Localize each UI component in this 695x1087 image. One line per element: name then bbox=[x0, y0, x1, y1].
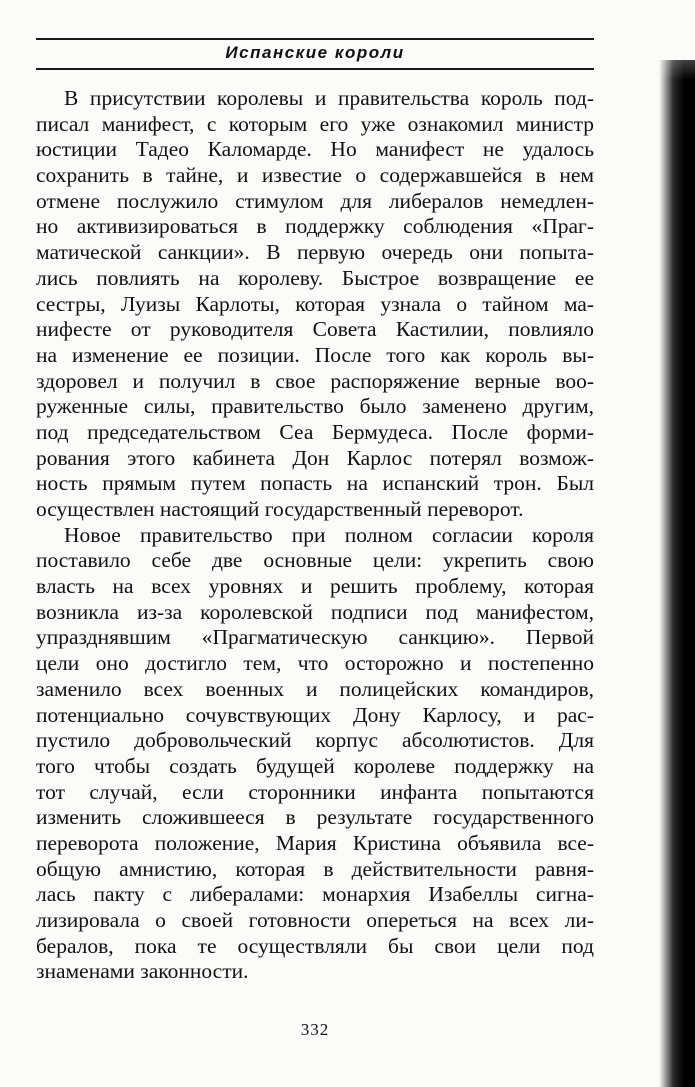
text-line: юстиции Тадео Каломарде. Но манифест не удалось bbox=[36, 137, 594, 162]
text-line: бералов, пока те осуществляли бы свои цели под bbox=[36, 933, 594, 958]
text-line: потенциально сочувствующих Дону Карлосу, и рас- bbox=[36, 702, 594, 727]
text-line: заменило всех военных и полицейских командиров, bbox=[36, 676, 594, 701]
text-line: матической санкции». В первую очередь они попыта- bbox=[36, 240, 594, 265]
page-edge-shadow bbox=[659, 60, 695, 1087]
running-header-title: Испанские короли bbox=[225, 43, 405, 62]
running-header bbox=[36, 38, 594, 70]
text-line: лись повлиять на королеву. Быстрое возвращение ее bbox=[36, 265, 594, 290]
text-line: писал манифест, с которым его уже ознакомил министр bbox=[36, 111, 594, 136]
text-line: отмене послужило стимулом для либералов немедлен- bbox=[36, 188, 594, 213]
text-line: лась пакту с либералами: монархия Изабеллы сигна- bbox=[36, 882, 594, 907]
text-line: рования этого кабинета Дон Карлос потерял возмож- bbox=[36, 445, 594, 470]
text-line: руженные силы, правительство было заменено другим, bbox=[36, 394, 594, 419]
text-line: пустило добровольческий корпус абсолютистов. Для bbox=[36, 728, 594, 753]
body-text bbox=[36, 86, 594, 985]
text-line: Новое правительство при полном согласии короля bbox=[64, 522, 594, 547]
text-line: переворота положение, Мария Кристина объявила все- bbox=[36, 830, 594, 855]
text-line: возникла из-за королевской подписи под манифестом, bbox=[36, 599, 594, 624]
text-line: общую амнистию, которая в действительности равня- bbox=[36, 856, 594, 881]
text-line: поставило себе две основные цели: укрепить свою bbox=[36, 548, 594, 573]
text-line: осуществлен настоящий государственный переворот. bbox=[36, 497, 524, 521]
text-line: упразднявшим «Прагматическую санкцию». Первой bbox=[36, 625, 594, 650]
page-number: 332 bbox=[300, 1020, 330, 1039]
text-line: знаменами законности. bbox=[36, 959, 249, 984]
text-line: изменить сложившееся в результате государственного bbox=[36, 805, 594, 830]
paragraph-1 bbox=[36, 86, 594, 523]
text-line: сестры, Луизы Карлоты, которая узнала о тайном ма- bbox=[36, 291, 594, 316]
text-line: под председательством Сеа Бермудеса. После форми- bbox=[36, 419, 594, 444]
text-line: В присутствии королевы и правительства король под- bbox=[64, 86, 594, 110]
text-line: здоровел и получил в свое распоряжение верные воо- bbox=[36, 368, 594, 393]
text-line: нифесте от руководителя Совета Кастилии, повлияло bbox=[36, 317, 594, 342]
text-line: цели оно достигло тем, что осторожно и постепенно bbox=[36, 651, 594, 676]
text-line: власть на всех уровнях и решить проблему, которая bbox=[36, 574, 594, 599]
text-line: сохранить в тайне, и известие о содержавшейся в нем bbox=[36, 163, 594, 188]
text-line: но активизироваться в поддержку соблюдения «Праг- bbox=[36, 214, 594, 239]
text-line: ность прямым путем попасть на испанский трон. Был bbox=[36, 471, 594, 496]
text-line: лизировала о своей готовности опереться на всех ли- bbox=[36, 908, 594, 932]
text-line: того чтобы создать будущей королеве поддержку на bbox=[36, 753, 594, 778]
page-edge-shadow-fade bbox=[659, 0, 695, 80]
text-line: тот случай, если сторонники инфанта попытаются bbox=[36, 779, 594, 804]
paragraph-2 bbox=[36, 523, 594, 985]
text-line: на изменение ее позиции. После того как король вы- bbox=[36, 342, 594, 367]
